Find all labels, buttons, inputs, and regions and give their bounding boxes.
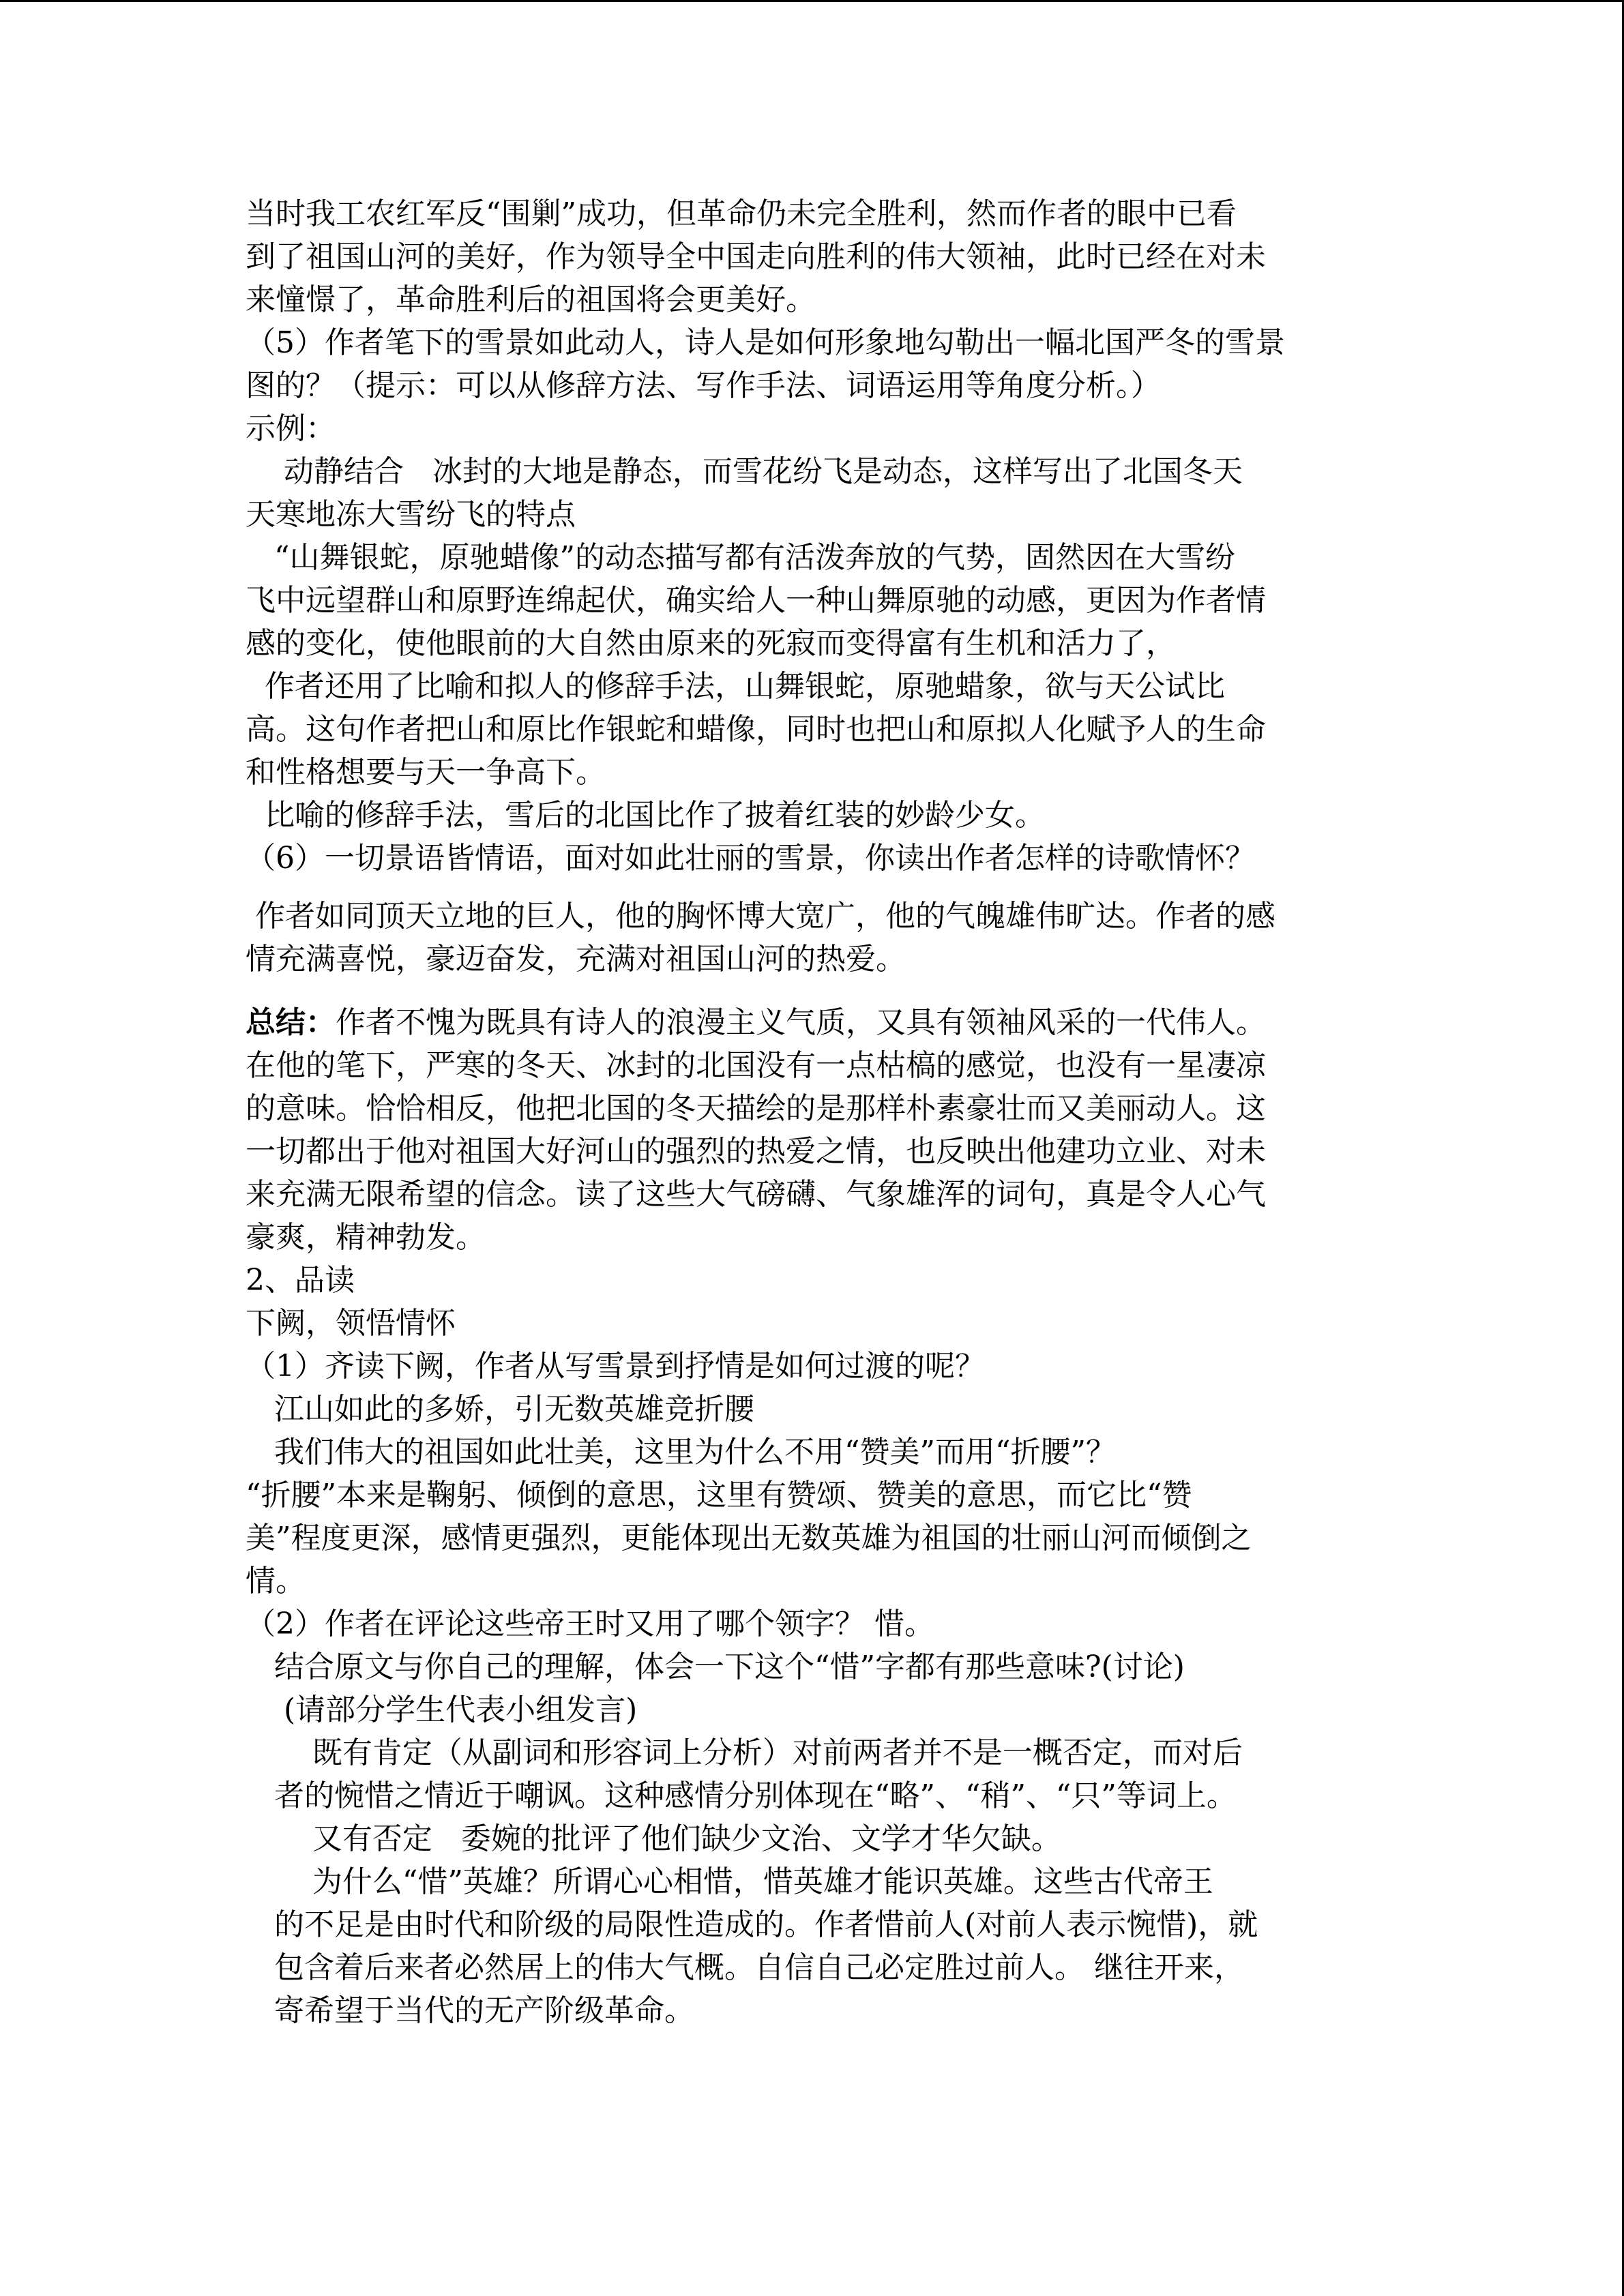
question-6: （6）一切景语皆情语，面对如此壮丽的雪景，你读出作者怎样的诗歌情怀？ [246,841,1255,876]
text-line: 情。 [246,1564,306,1598]
text-line: 既有肯定（从副词和形容词上分析）对前两者并不是一概否定，而对后 [246,1735,1243,1770]
text-line: 美”程度更深，感情更强烈，更能体现出无数英雄为祖国的壮丽山河而倾倒之 [246,1521,1252,1555]
text-line: 来憧憬了，革命胜利后的祖国将会更美好。 [246,282,816,317]
text-line: (请部分学生代表小组发言) [246,1693,638,1727]
text-line: 我们伟大的祖国如此壮美，这里为什么不用“赞美”而用“折腰”？ [246,1435,1116,1470]
example-label: 示例： [246,411,336,446]
text-line: 在他的笔下，严寒的冬天、冰封的北国没有一点枯槁的感觉，也没有一星凄凉 [246,1048,1266,1083]
text-line: 下阙，领悟情怀 [246,1306,456,1341]
text-line: 天寒地冻大雪纷飞的特点 [246,497,576,532]
text-line: 高。这句作者把山和原比作银蛇和蜡像，同时也把山和原拟人化赋予人的生命 [246,712,1266,747]
question-2: （2）作者在评论这些帝王时又用了哪个领字？ 惜。 [246,1607,934,1641]
text-line: 结合原文与你自己的理解，体会一下这个“惜”字都有那些意味?(讨论) [246,1650,1185,1684]
text-line: 豪爽，精神勃发。 [246,1220,486,1255]
text-line: 作者如同顶天立地的巨人，他的胸怀博大宽广，他的气魄雄伟旷达。作者的感 [246,899,1275,934]
text-line: 又有否定 委婉的批评了他们缺少文治、文学才华欠缺。 [246,1821,1061,1856]
text-line: 当时我工农红军反“围剿”成功，但革命仍未完全胜利，然而作者的眼中已看 [246,196,1237,231]
text-line: 的不足是由时代和阶级的局限性造成的。作者惜前人(对前人表示惋惜)，就 [246,1907,1258,1942]
text-line: 为什么“惜”英雄？所谓心心相惜，惜英雄才能识英雄。这些古代帝王 [246,1864,1213,1899]
question-1: （1）齐读下阙，作者从写雪景到抒情是如何过渡的呢？ [246,1349,985,1384]
text-line: “折腰”本来是鞠躬、倾倒的意思，这里有赞颂、赞美的意思，而它比“赞 [246,1478,1192,1512]
text-line: 寄希望于当代的无产阶级革命。 [246,1993,694,2028]
text-line: 一切都出于他对祖国大好河山的强烈的热爱之情，也反映出他建功立业、对未 [246,1134,1266,1169]
summary-line [246,1001,1378,1044]
text-line: 飞中远望群山和原野连绵起伏，确实给人一种山舞原驰的动感，更因为作者情 [246,583,1266,618]
text-line: 作者还用了比喻和拟人的修辞手法，山舞银蛇，原驰蜡象，欲与天公试比 [246,669,1225,704]
text-line: 来充满无限希望的信念。读了这些大气磅礴、气象雄浑的词句，真是令人心气 [246,1177,1266,1212]
text-line: 江山如此的多娇，引无数英雄竞折腰 [246,1392,754,1427]
text-line: 到了祖国山河的美好，作为领导全中国走向胜利的伟大领袖，此时已经在对未 [246,239,1266,274]
section-heading: 2、品读 [246,1263,355,1298]
summary-text: 作者不愧为既具有诗人的浪漫主义气质，又具有领袖风采的一代伟人。 [336,1005,1266,1040]
text-line: 感的变化，使他眼前的大自然由原来的死寂而变得富有生机和活力了， [246,626,1176,661]
text-line: 情充满喜悦，豪迈奋发，充满对祖国山河的热爱。 [246,942,906,976]
text-line: 的意味。恰恰相反，他把北国的冬天描绘的是那样朴素豪壮而又美丽动人。这 [246,1091,1266,1126]
text-line: 图的？（提示：可以从修辞方法、写作手法、词语运用等角度分析。） [246,368,1161,403]
question-5: （5）作者笔下的雪景如此动人，诗人是如何形象地勾勒出一幅北国严冬的雪景 [246,325,1285,360]
text-line: 包含着后来者必然居上的伟大气概。自信自己必定胜过前人。 继往开来， [246,1950,1244,1985]
text-line: 者的惋惜之情近于嘲讽。这种感情分别体现在“略”、“稍”、“只”等词上。 [246,1778,1237,1813]
document-body [246,192,1378,2032]
text-line: 和性格想要与天一争高下。 [246,755,606,790]
summary-label: 总结： [246,1005,336,1040]
text-line: 动静结合 冰封的大地是静态，而雪花纷飞是动态，这样写出了北国冬天 [246,454,1243,489]
text-line: 比喻的修辞手法，雪后的北国比作了披着红装的妙龄少女。 [246,798,1045,833]
text-line: “山舞银蛇，原驰蜡像”的动态描写都有活泼奔放的气势，固然因在大雪纷 [246,540,1235,575]
